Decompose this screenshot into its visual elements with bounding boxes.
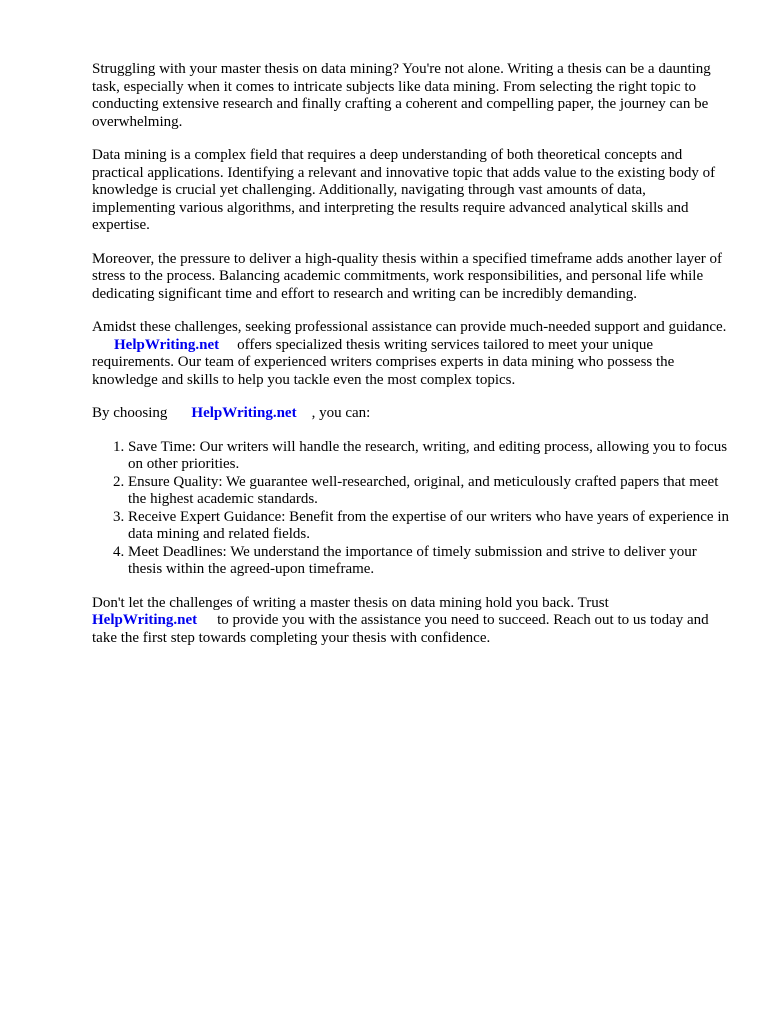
list-item: 1. Save Time: Our writers will handle the research, writing, and editing process, allowing you to focus on other priorities. <box>128 439 732 474</box>
helpwriting-link-2[interactable]: HelpWriting.net <box>191 405 297 421</box>
closing-text-before: Don't let the challenges of writing a master thesis on data mining hold you back. Trust <box>92 594 609 611</box>
list-item: 4. Meet Deadlines: We understand the importance of timely submission and strive to deliver your thesis within the agreed-upon timeframe. <box>128 544 732 579</box>
pressure-paragraph: Moreover, the pressure to deliver a high-quality thesis within a specified timeframe adds another layer of stress to the process. Balancing academic commitments, work responsibilities, and personal life while dedicating significant time and effort to research and writing can be incredibly demanding. <box>92 250 723 302</box>
assistance-paragraph <box>92 319 732 389</box>
benefits-list <box>92 439 732 579</box>
choosing-text-before: By choosing <box>92 405 168 421</box>
list-item: 2. Ensure Quality: We guarantee well-researched, original, and meticulously crafted papers that meet the highest academic standards. <box>128 474 732 509</box>
helpwriting-link-3[interactable]: HelpWriting.net <box>92 612 198 628</box>
data-mining-paragraph: Data mining is a complex field that requires a deep understanding of both theoretical concepts and practical applications. Identifying a relevant and innovative topic that adds value to the existing body of knowledge is crucial yet challenging. Additionally, navigating through vast amounts of data, implementing various algorithms, and interpreting the results require advanced analytical skills and expertise. <box>92 147 716 233</box>
document-page <box>92 61 732 663</box>
list-item: 3. Receive Expert Guidance: Benefit from the expertise of our writers who have years of experience in data mining and related fields. <box>128 509 732 544</box>
choosing-text-after: , you can: <box>311 405 371 421</box>
intro-paragraph: Struggling with your master thesis on data mining? You're not alone. Writing a thesis can be a daunting task, especially when it comes to intricate subjects like data mining. From selecting the right topic to conducting extensive research and finally crafting a coherent and compelling paper, the journey can be overwhelming. <box>92 61 711 130</box>
closing-text-after: to provide you with the assistance you need to succeed. Reach out to us today and take the first step towards completing your thesis with confidence. <box>92 612 709 646</box>
closing-paragraph <box>92 595 732 648</box>
assistance-text-before: Amidst these challenges, seeking professional assistance can provide much-needed support and guidance. <box>92 319 727 335</box>
choosing-paragraph <box>92 405 732 423</box>
helpwriting-link-1[interactable]: HelpWriting.net <box>114 336 220 353</box>
assistance-text-after: offers specialized thesis writing services tailored to meet your unique requirements. Our team of experienced writers comprises experts in data mining who possess the knowledge and skills to help you tackle even the most complex topics. <box>92 336 675 388</box>
